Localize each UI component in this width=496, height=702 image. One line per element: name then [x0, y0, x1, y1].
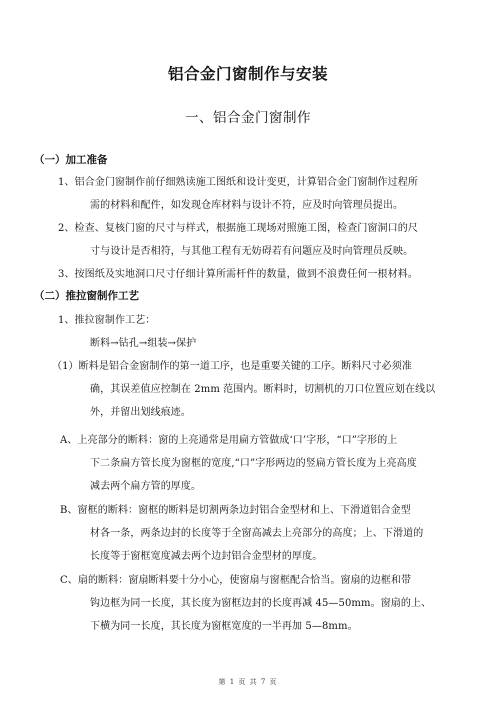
para-c-line-1: C、扇的断料：窗扇断料要十分小心，使窗扇与窗框配合恰当。窗扇的边框和带 — [60, 575, 412, 586]
craft-intro: 1、推拉窗制作工艺： — [58, 315, 156, 326]
para-a-line-1: A、上亮部分的断料：窗的上亮通常是用扁方管做成‘口’字形，“口”字形的上 — [60, 435, 398, 446]
prep-item-1-line-2: 需的材料和配件，如发现仓库材料与设计不符，应及时向管理员提出。 — [90, 200, 404, 211]
para-1-line-2: 确，其误差值应控制在 2mm 范围内。断料时，切割机的刀口位置应划在线以 — [90, 384, 436, 395]
para-b-line-2: 材各一条，两条边封的长度等于全窗高减去上亮部分的高度；上、下滑道的 — [90, 528, 424, 539]
section-title: 一、铝合金门窗制作 — [185, 110, 311, 126]
prep-item-2-line-1: 2、检查、复核门窗的尺寸与样式，根据施工现场对照施工图，检查门窗洞口的尺 — [58, 223, 418, 234]
para-b-line-1: B、窗框的断料：窗框的断料是切割两条边封铝合金型材和上、下滑道铝合金型 — [60, 505, 411, 516]
page-footer: 第 1 页 共 7 页 — [218, 678, 278, 686]
para-a-line-2: 下二条扁方管长度为窗框的宽度,“口”字形两边的竖扁方管长度为上亮高度 — [90, 458, 417, 469]
para-a-line-3: 减去两个扁方管的厚度。 — [90, 481, 202, 492]
document-title: 铝合金门窗制作与安装 — [167, 65, 328, 83]
para-b-line-3: 长度等于窗框宽度减去两个边封铝合金型材的厚度。 — [90, 551, 323, 562]
prep-item-2-line-2: 寸与设计是否相符，与其他工程有无妨碍若有问题应及时向管理员反映。 — [90, 246, 414, 257]
heading-preparation: （一）加工准备 — [34, 154, 108, 166]
para-1-line-1: （1）断料是铝合金窗制作的第一道工序，也是重要关键的工序。断料尺寸必须准 — [52, 361, 412, 372]
process-flow: 断料→钻孔→组装→保护 — [90, 338, 197, 349]
para-c-line-2: 钩边框为同一长度，其长度为窗框边封的长度再减 45—50mm。窗扇的上、 — [90, 598, 432, 609]
para-1-line-3: 外，并留出划线痕迹。 — [90, 407, 191, 418]
para-c-line-3: 下横为同一长度，其长度为窗框宽度的一半再加 5—8mm。 — [90, 621, 358, 632]
prep-item-1-line-1: 1、铝合金门窗制作前仔细熟读施工图纸和设计变更，计算铝合金门窗制作过程所 — [58, 177, 418, 188]
heading-sliding-window-craft: （二）推拉窗制作工艺 — [34, 290, 139, 302]
prep-item-3: 3、按图纸及实地洞口尺寸仔细计算所需杆件的数量，做到不浪费任何一根材料。 — [58, 269, 418, 280]
